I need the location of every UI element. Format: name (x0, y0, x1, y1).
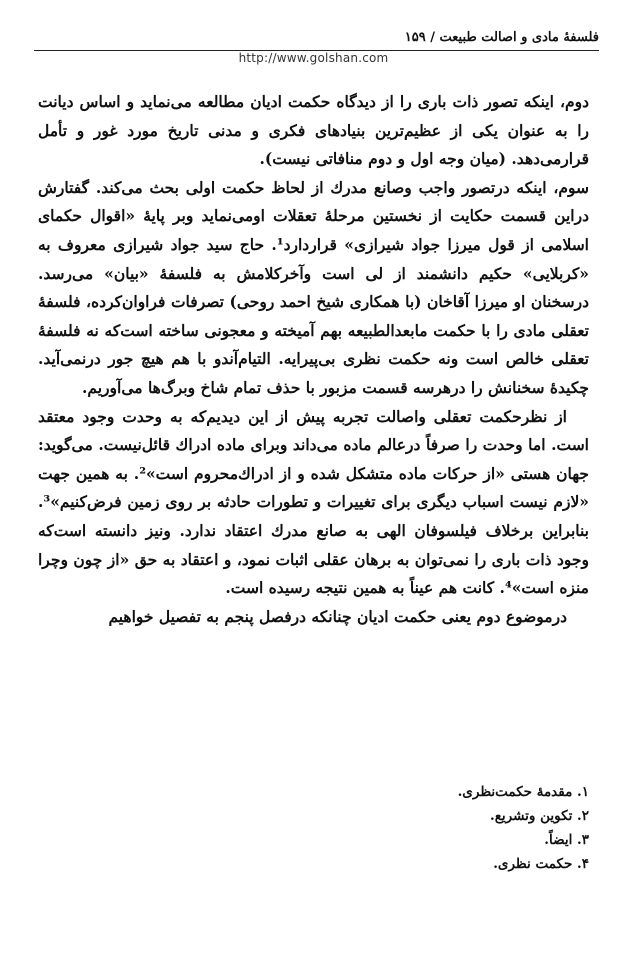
paragraph: دوم، اینکه تصور ذات باری را از دیدگاه حکمت ادیان مطالعه می‌نماید و اساس دیانت را به عنوان یکی از عظیم‌ترین بنیادهای فکری و مدنی تاریخ مورد غور و تأمل قرارمی‌دهد. (میان وجه اول و دوم منافاتی نیست). (38, 92, 589, 169)
body-text (38, 88, 589, 631)
footnotes (289, 780, 589, 876)
paragraph: از نظرحکمت تعقلی واصالت تجربه پیش از این دیدیم‌که به وحدت وجود معتقد است. اما وحدت را صرفاً درعالم ماده می‌داند وبرای ماده ادراك قائل‌نیست. می‌گوید: جهان هستی «از حرکات ماده متشکل شده و از ادراك‌محروم است»². به همین جهت «لازم نیست اسباب دیگری برای تغییرات و تطورات حادثه بر روی زمین فرض‌کنیم»³. بنابراین برخلاف فیلسوفان الهی به صانع مدرك اعتقاد ندارد. ونیز دانسته است‌که وجود ذات باری را نمی‌توان به برهان عقلی اثبات نمود، و اعتقاد به حق «از چون وچرا منزه است»⁴. کانت هم عیناً به همین نتیجه رسیده است. (38, 406, 589, 598)
paragraph: درموضوع دوم یعنی حکمت ادیان چنانکه درفصل پنجم به تفصیل خواهیم (108, 606, 567, 626)
footnote: ۴. حکمت نظری. (493, 856, 589, 872)
running-header (34, 26, 599, 48)
watermark-url: http://www.golshan.com (238, 51, 389, 65)
footnote: ۲. تکوین وتشریع. (490, 808, 589, 824)
footnote: ۳. ایضاً. (544, 832, 589, 848)
footnote: ۱. مقدمهٔ حکمت‌نظری. (457, 784, 589, 800)
paragraph: سوم، اینکه درتصور واجب وصانع مدرك از لحاظ حکمت اولی بحث می‌کند. گفتارش دراین قسمت حکایت از نخستین مرحلهٔ تعقلات اومی‌نماید وبر پایهٔ «اقوال حکمای اسلامی از قول میرزا جواد شیرازی» قراردارد¹. حاج سید جواد شیرازی معروف به «کربلایی» حکیم دانشمند از لی است وآخرکلامش به فلسفهٔ «بیان» می‌رسد. درسخنان او میرزا آقاخان (با همکاری شیخ احمد روحی) تصرفات فراوان‌کرده، فلسفهٔ تعقلی مادی را با حکمت مابعدالطبیعه بهم آمیخته و معجونی ساخته است‌که نه فلسفهٔ تعقلی خالص است ونه حکمت نظری بی‌پیرایه. التیام‌آندو با هم هیچ جور درنمی‌آید. چکیدهٔ سخنانش را درهرسه قسمت مزبور با حذف تمام شاخ وبرگ‌ها می‌آوریم. (38, 177, 589, 397)
running-title: فلسفهٔ مادی و اصالت طبیعت / ۱۵۹ (404, 29, 599, 45)
